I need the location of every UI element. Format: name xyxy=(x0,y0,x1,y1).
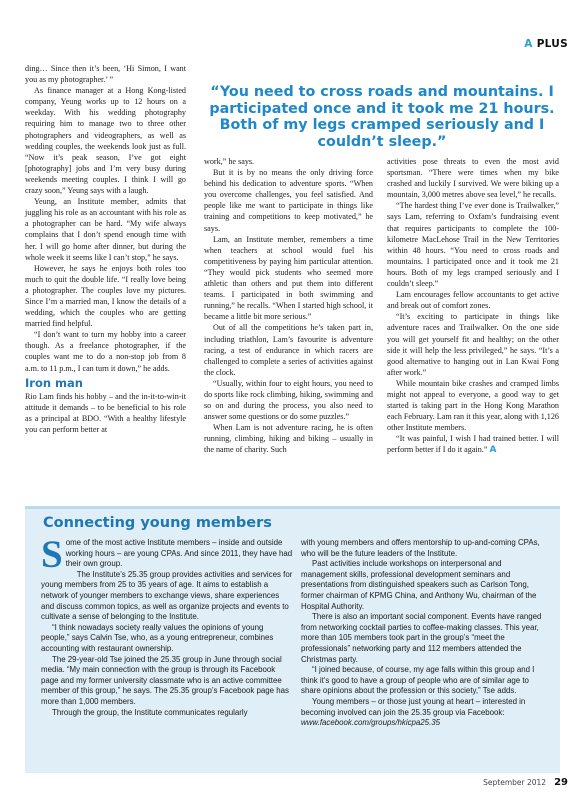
section-tag xyxy=(524,38,568,50)
paragraph: Young members – or those just young at heart – interested in becoming involved can join the 25.35 group via Facebook: xyxy=(301,696,526,717)
article-column-2 xyxy=(204,156,373,456)
paragraph: with young members and offers mentorship to up-and-coming CPAs, who will be the future leaders of the Institute. xyxy=(301,538,540,558)
paragraph: “I think nowadays society really values the opinions of young people,” says Calvin Tse, who, as a young entrepreneur, combines accounting with restaurant ownership. xyxy=(41,622,274,653)
article-column-3 xyxy=(387,156,559,457)
page-number: 29 xyxy=(554,777,568,788)
paragraph: Past activities include workshops on interpersonal and management skills, professional development seminars and presentations from distinguished speakers such as Carlson Tong, former chairman of KPMG China, and Anthony Wu, chairman of the Hospital Authority. xyxy=(301,559,537,611)
paragraph xyxy=(387,433,559,456)
subheading-iron-man: Iron man xyxy=(25,375,83,390)
paragraph: Out of all the competitions he’s taken part in, including triathlon, Lam’s favourite is adventure racing, a test of endurance in which racers are challenged to complete a series of activities against the clock. xyxy=(204,323,373,377)
paragraph: The Institute’s 25.35 group provides activities and services for young members from 25 to 35 years of age. It aims to establish a network of younger members to exchange views, share experiences and discuss common topics, as well as organize projects and events to cultivate a sense of belonging to the Institute. xyxy=(41,569,293,622)
sidebar-column-2 xyxy=(301,538,547,729)
paragraph: There is also an important social component. Events have ranged from networking cocktail parties to coffee-making classes. This year, more than 105 members took part in the group’s “meet the professionals” networking party and 112 members attended the Christmas party. xyxy=(301,612,542,664)
paragraph: activities pose threats to even the most avid sportsman. “There were times when my bike crashed and luckily I survived. We were biking up a mountain, 3,000 metres above sea level,” he recalls. xyxy=(387,157,559,200)
paragraph: “The hardest thing I’ve ever done is Trailwalker,” says Lam, referring to Oxfam’s fundraising event that requires participants to complete the 100-kilometre MacLehose Trail in the New Territories within 48 hours. “You need to cross roads and mountains. I participated once and it took me 21 hours. Both of my legs cramped seriously and I couldn’t sleep.” xyxy=(387,201,559,289)
paragraph: Yeung, an Institute member, admits that juggling his role as an accountant with his role as a photographer can be hard. “My wife always complains that I don’t spend enough time with her. I will go home after dinner, but during the whole week it seems like I can’t stop,” he says. xyxy=(25,197,186,262)
section-mark: A xyxy=(524,38,533,50)
paragraph: “I joined because, of course, my age falls within this group and I think it’s good to have a group of people who are of similar age to share opinions about the profession or this society,” Tse adds. xyxy=(301,665,535,696)
paragraph: As finance manager at a Hong Kong-listed company, Yeung works up to 12 hours on a weekday. With his wedding photography requiring him to manage two to three other photographers and videographers, as well as wedding couples, the weekends look just as full. “Now it’s peak season, I’ve got eight [photography] jobs and I’m very busy during weekends meeting couples. I think I will go crazy soon,” Yeung says with a laugh. xyxy=(25,86,186,196)
paragraph: The 29-year-old Tse joined the 25.35 group in June through social media. “My main connection with the group is through its Facebook page and my former university classmate who is an active committee member of this group,” he says. The 25.35 group’s Facebook page has more than 1,000 members. xyxy=(41,654,289,706)
paragraph: When Lam is not adventure racing, he is often running, climbing, hiking and biking – usually in the name of charity. Such xyxy=(204,423,373,455)
end-mark-icon: A xyxy=(489,445,497,456)
drop-cap: S xyxy=(41,533,63,576)
paragraph: Some of the most active Institute members – inside and outside working hours – are young CPAs. And since 2011, they have had their own group. xyxy=(41,533,293,576)
article-column-1 xyxy=(25,63,186,435)
issue-date: September 2012 xyxy=(483,778,547,787)
paragraph: But it is by no means the only driving force behind his dedication to adventure sports. “When you overcome challenges, you feel satisfied. And people like me want to participate in things like training and competitions to keep motivated,” he says. xyxy=(204,168,373,233)
pull-quote: “You need to cross roads and mountains. I participated once and it took me 21 hours. Both of my legs cramped seriously and I couldn’t sleep.” xyxy=(209,84,555,150)
paragraph: work,” he says. xyxy=(204,157,255,166)
sidebar-box xyxy=(25,506,560,773)
sidebar-column-1 xyxy=(41,533,293,718)
facebook-url[interactable]: www.facebook.com/groups/hkicpa25.35 xyxy=(301,718,441,728)
paragraph: However, he says he enjoys both roles too much to quit the double life. “I really love being a photographer. The couples love my pictures. Since I’m a married man, I know the details of a wedding, which the couples who are getting married find helpful. xyxy=(25,263,186,329)
paragraph: Lam, an Institute member, remembers a time when teachers at school would fuel his competitiveness by paying him particular attention. “They would pick students who seemed more athletic than others and put them into different teams. I participated in both swimming and running,” he recalls. “When I started high school, it became a little bit more serious.” xyxy=(204,234,373,322)
paragraph: “I don’t want to turn my hobby into a career though. As a freelance photographer, if the couples want me to do a non-stop job from 8 a.m. to 11 p.m., I can turn it down,” he adds. xyxy=(25,330,186,373)
sidebar-title: Connecting young members xyxy=(43,515,272,531)
paragraph: ding… Since then it’s been, ‘Hi Simon, I want you as my photographer.’ ” xyxy=(25,64,186,85)
section-name: PLUS xyxy=(536,38,568,50)
paragraph: “It’s exciting to participate in things like adventure races and Trailwalker. On the one side you will get yourself fit and healthy; on the other side it will help the less privileged,” he says. “It’s a good alternative to hanging out in Lan Kwai Fong after work.” xyxy=(387,312,559,377)
paragraph: “Usually, within four to eight hours, you need to do sports like rock climbing, hiking, swimming and so on and during the process, you also need to answer some questions or do some puzzles.” xyxy=(204,378,373,422)
paragraph: Rio Lam finds his hobby – and the in-it-to-win-it attitude it demands – to be beneficial to his role as a principal at BDO. “With a healthy lifestyle you can perform better at xyxy=(25,391,186,434)
paragraph: Through the group, the Institute communicates regularly xyxy=(52,707,248,717)
page-footer xyxy=(483,777,568,788)
closing-quote-text: “It was painful, I wish I had trained better. I will perform better if I do it again.” xyxy=(387,434,559,455)
paragraph: While mountain bike crashes and cramped limbs might not appeal to everyone, a good way to get started is taking part in the Hong Kong Marathon each February. Lam ran it this year, along with 1,126 other Institute members. xyxy=(387,378,559,433)
paragraph: Lam encourages fellow accountants to get active and break out of comfort zones. xyxy=(387,290,559,311)
